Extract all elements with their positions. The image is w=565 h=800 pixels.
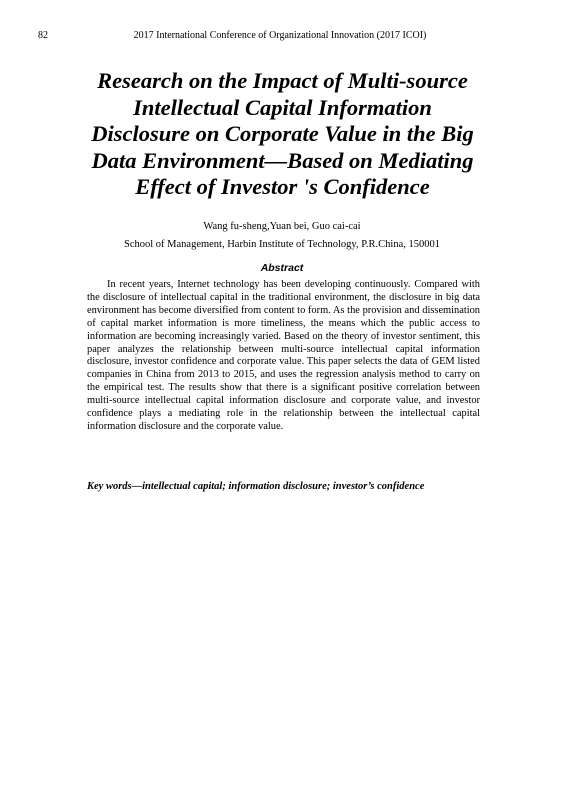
abstract-heading: Abstract (260, 262, 304, 274)
paper-title (70, 68, 495, 201)
title-line: Intellectual Capital Information (133, 94, 432, 120)
affiliation: School of Management, Harbin Institute of Technology, P.R.China, 150001 (124, 239, 440, 250)
title-line: Research on the Impact of Multi-source (97, 68, 468, 93)
abstract-body: In recent years, Internet technology has been developing continuously. Compared with the disclosure of intellectual capital in the traditional environment, the disclosure in big data environment has become diversified from content to form. As the provision and dissemination of capital market information is more timeliness, the means which the public access to information are becoming increasingly varied. Based on the theory of investor sentiment, this paper analyzes the relationship between multi-source intellectual capital information disclosure, investor confidence and corporate value. This paper selects the data of GEM listed companies in China from 2013 to 2015, and uses the regression analysis method to carry on the empirical test. The results show that there is a significant positive correlation between multi-source intellectual capital information disclosure and corporate value, and investor confidence plays a mediating role in the relationship between the intellectual capital information disclosure and the corporate value. (87, 279, 480, 432)
title-line: Data Environment—Based on Mediating (91, 147, 474, 173)
page-number: 82 (38, 30, 48, 41)
keywords: Key words—intellectual capital; information disclosure; investor’s confidence (87, 481, 425, 492)
title-line: Effect of Investor 's Confidence (135, 174, 430, 199)
title-line: Disclosure on Corporate Value in the Big (91, 121, 474, 146)
running-header: 2017 International Conference of Organizational Innovation (2017 ICOI) (133, 30, 427, 41)
authors: Wang fu-sheng,Yuan bei, Guo cai-cai (203, 221, 361, 232)
